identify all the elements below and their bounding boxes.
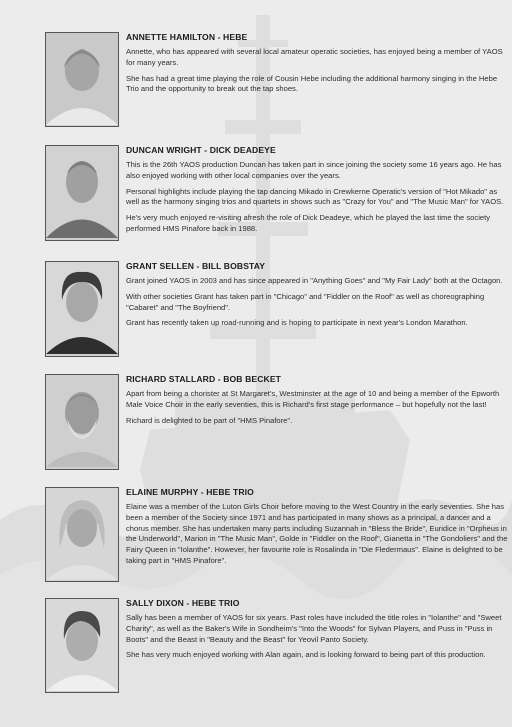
- bio-paragraph: Annette, who has appeared with several local amateur operatic societies, has enjoyed being a member of YAOS for many years.: [126, 47, 503, 67]
- bio-paragraph: Grant has recently taken up road-running and is hoping to participate in next year's London Marathon.: [126, 318, 468, 328]
- member-name: ANNETTE HAMILTON - HEBE: [126, 32, 248, 42]
- person-portrait-icon: [46, 375, 118, 467]
- headshot-grant: [45, 261, 119, 357]
- member-name: ELAINE MURPHY - HEBE TRIO: [126, 487, 254, 497]
- headshot-richard: [45, 374, 119, 470]
- person-portrait-icon: [46, 146, 118, 238]
- bio-paragraph: He's very much enjoyed re-visiting afresh the role of Dick Deadeye, which he played the last time the society performed HMS Pinafore back in 1988.: [126, 213, 491, 233]
- headshot-annette: [45, 32, 119, 127]
- bio-paragraph: This is the 26th YAOS production Duncan has taken part in since joining the society some 16 years ago. He has also enjoyed working with other local companies over the years.: [126, 160, 502, 180]
- bio-paragraph: Sally has been a member of YAOS for six years. Past roles have included the title roles in "Iolanthe" and "Sweet Charity", as well as the Baker's Wife in Sondheim's "Into the Woods" for Sylvan Players, and Puss in "Puss in Boots" and the Beast in "Beauty and the Beast" for Yeovil Panto Society.: [126, 613, 502, 644]
- headshot-duncan: [45, 145, 119, 241]
- bio-paragraph: She has had a great time playing the role of Cousin Hebe including the additional harmony singing in the Hebe Trio and the opportunity to break out the tap shoes.: [126, 73, 498, 94]
- bio-paragraph: Richard is delighted to be part of "HMS Pinafore".: [126, 415, 293, 425]
- bio-paragraph: Grant joined YAOS in 2003 and has since appeared in "Anything Goes" and "My Fair Lady" both at the Octagon.: [126, 276, 503, 285]
- member-name: DUNCAN WRIGHT - DICK DEADEYE: [126, 145, 276, 155]
- member-name: GRANT SELLEN - BILL BOBSTAY: [126, 261, 266, 271]
- person-portrait-icon: [46, 599, 118, 691]
- person-portrait-icon: [46, 262, 118, 354]
- bio-paragraph: Personal highlights include playing the tap dancing Mikado in Crewkerne Operatic's version of "Hot Mikado" as well as the harmony singing trios and quartets in shows such as "Crazy for You" and "The Music Man" for YAOS.: [126, 186, 504, 207]
- person-portrait-icon: [46, 488, 118, 580]
- bio-paragraph: With other societies Grant has taken part in "Chicago" and "Fiddler on the Roof" as well as choreographing "Cabaret" and "The Boyfriend".: [126, 291, 485, 312]
- member-name: SALLY DIXON - HEBE TRIO: [126, 598, 240, 608]
- member-name: RICHARD STALLARD - BOB BECKET: [126, 374, 282, 384]
- bio-paragraph: She has very much enjoyed working with Alan again, and is looking forward to being part of this production.: [126, 650, 486, 660]
- person-portrait-icon: [46, 33, 118, 125]
- headshot-elaine: [45, 487, 119, 582]
- bio-paragraph: Apart from being a chorister at St Margaret's, Westminster at the age of 10 and being a member of the Epworth Male Voice Choir in the early seventies, this is Richard's first stage performance – but hopefully not the last!: [126, 389, 500, 409]
- headshot-sally: [45, 598, 119, 693]
- bio-paragraph: Elaine was a member of the Luton Girls Choir before moving to the West Country in the early seventies. She has been a member of the Society since 1971 and has participated in many shows as a principal, a dancer and a chorus member. She has undertaken many parts including Suzannah in "Bless the Bride", Euridice in "Orpheus in the Underworld", Marion in "The Music Man", Golde in "Fiddler on the Roof", Gianetta in "The Gondoliers" and the Fairy Queen in "Iolanthe". However, her favourite role is Rosalinda in "Die Fledermaus". Elaine is delighted to be taking part in "HMS Pinafore".: [126, 502, 508, 565]
